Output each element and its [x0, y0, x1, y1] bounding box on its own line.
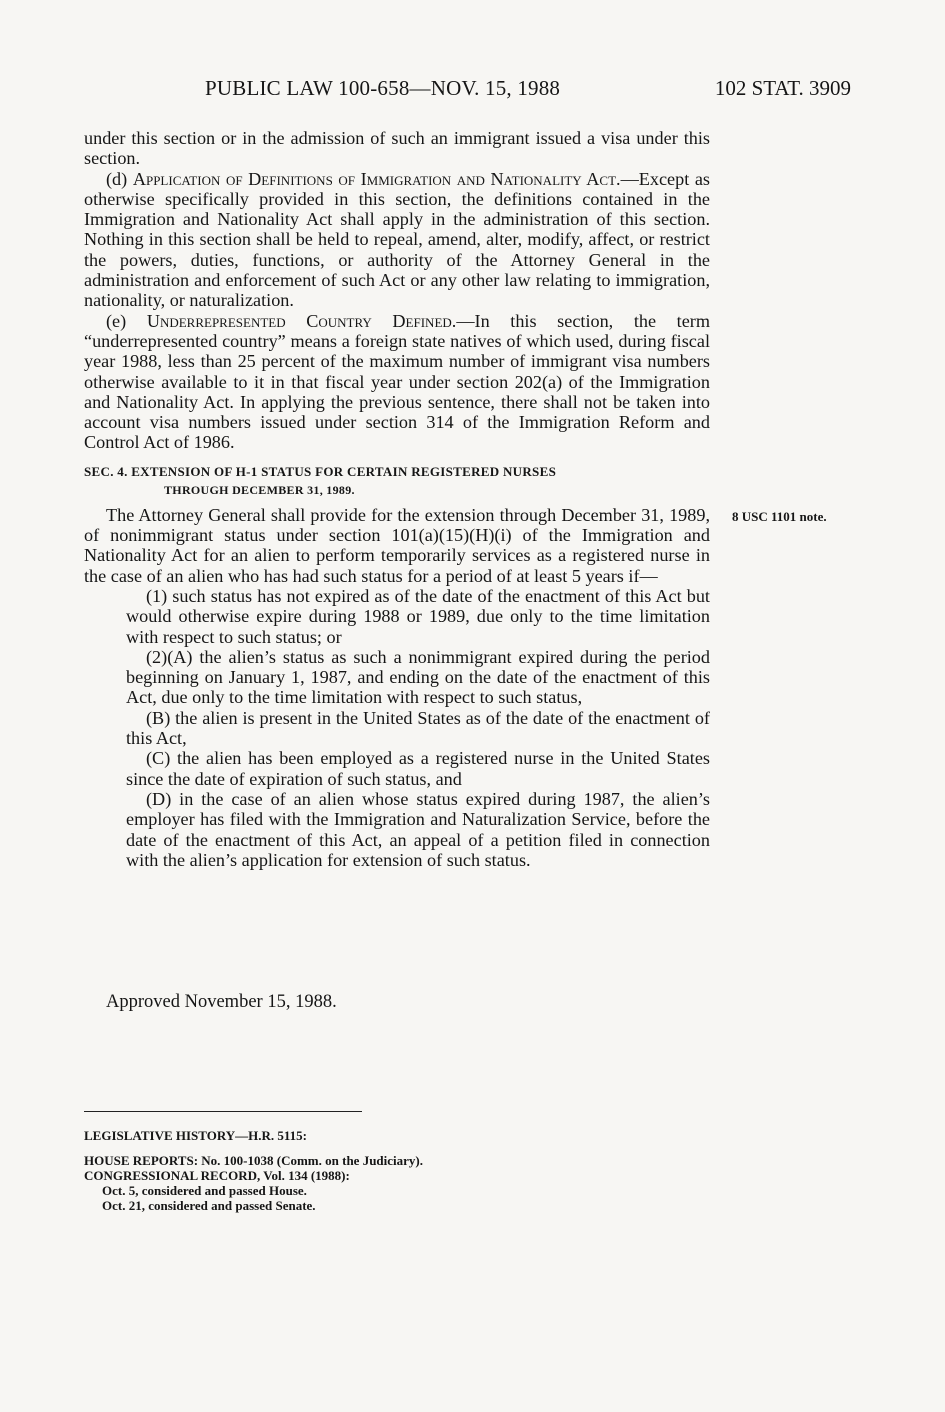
running-head-title: PUBLIC LAW 100-658—NOV. 15, 1988: [205, 76, 561, 100]
house-reports: HOUSE REPORTS: No. 100-1038 (Comm. on the Judiciary).: [84, 1153, 423, 1168]
approval-date: Approved November 15, 1988.: [106, 992, 337, 1012]
section-4-item-2a: (2)(A) the alien’s status as such a nonimmigrant expired during the period beginning on January 1, 1987, and ending on the date of the enactment of this Act, due only to the time limitation with respect to such status,: [126, 646, 710, 708]
paragraph-continuation: under this section or in the admission of such an immigrant issued a visa under this section.: [84, 128, 710, 169]
section-4-item-1: (1) such status has not expired as of the date of the enactment of this Act but would otherwise expire during 1988 or 1989, due only to the time limitation with respect to such status; or: [126, 585, 710, 647]
section-4-heading-line1: SEC. 4. EXTENSION OF H-1 STATUS FOR CERTAIN REGISTERED NURSES: [84, 463, 557, 479]
record-entry: Oct. 21, considered and passed Senate.: [102, 1198, 316, 1213]
running-head-page-number: 102 STAT. 3909: [714, 76, 851, 100]
subsection-d-label: (d): [106, 168, 128, 189]
legislative-history: [84, 1128, 604, 1213]
margin-note-usc: 8 USC 1101 note.: [732, 509, 827, 524]
main-text: [84, 128, 710, 870]
section-4-intro: The Attorney General shall provide for the extension through December 31, 1989, of nonimmigrant status under section 101(a)(15)(H)(i) of the Immigration and Nationality Act for an alien to perform temporarily services as a registered nurse in the case of an alien who has had such status for a period of at least 5 years if—: [84, 504, 710, 586]
section-4-heading: [84, 463, 710, 499]
section-4-heading-line2: THROUGH DECEMBER 31, 1989.: [164, 482, 355, 497]
subsection-e: [84, 311, 710, 453]
subsection-d-heading: Application of Definitions of Immigration and Nationality Act.: [132, 168, 621, 189]
record-entry: Oct. 5, considered and passed House.: [102, 1183, 307, 1198]
subsection-d: [84, 169, 710, 311]
legislative-history-title: LEGISLATIVE HISTORY—H.R. 5115:: [84, 1128, 308, 1143]
subsection-e-heading: Underrepresented Country Defined.: [146, 310, 457, 331]
section-4-item-2d: (D) in the case of an alien whose status expired during 1987, the alien’s employer has filed with the Immigration and Naturalization Service, before the date of the enactment of this Act, an appeal of a petition filed in connection with the alien’s application for extension of such status.: [126, 788, 710, 870]
footnote-divider: [84, 1111, 362, 1112]
subsection-e-text: —In this section, the term “underrepresented country” means a foreign state natives of which used, during fiscal year 1988, less than 25 percent of the maximum number of immigrant visa numbers otherwise available to it in that fiscal year under section 202(a) of the Immigration and Nationality Act. In applying the previous sentence, there shall not be taken into account visa numbers issued under section 314 of the Immigration Reform and Control Act of 1986.: [84, 310, 711, 453]
section-4-item-2c: (C) the alien has been employed as a registered nurse in the United States since the date of expiration of such status, and: [126, 748, 710, 789]
congressional-record: CONGRESSIONAL RECORD, Vol. 134 (1988):: [84, 1168, 350, 1183]
subsection-d-text: —Except as otherwise specifically provided in this section, the definitions contained in the Immigration and Nationality Act shall apply in the administration of this section. Nothing in this section shall be held to repeal, amend, alter, modify, affect, or restrict the powers, duties, functions, or authority of the Attorney General in the administration and enforcement of such Act or any other law relating to immigration, nationality, or naturalization.: [84, 168, 710, 311]
section-4-item-2b: (B) the alien is present in the United States as of the date of the enactment of this Act,: [126, 707, 710, 749]
subsection-e-label: (e): [106, 310, 127, 331]
